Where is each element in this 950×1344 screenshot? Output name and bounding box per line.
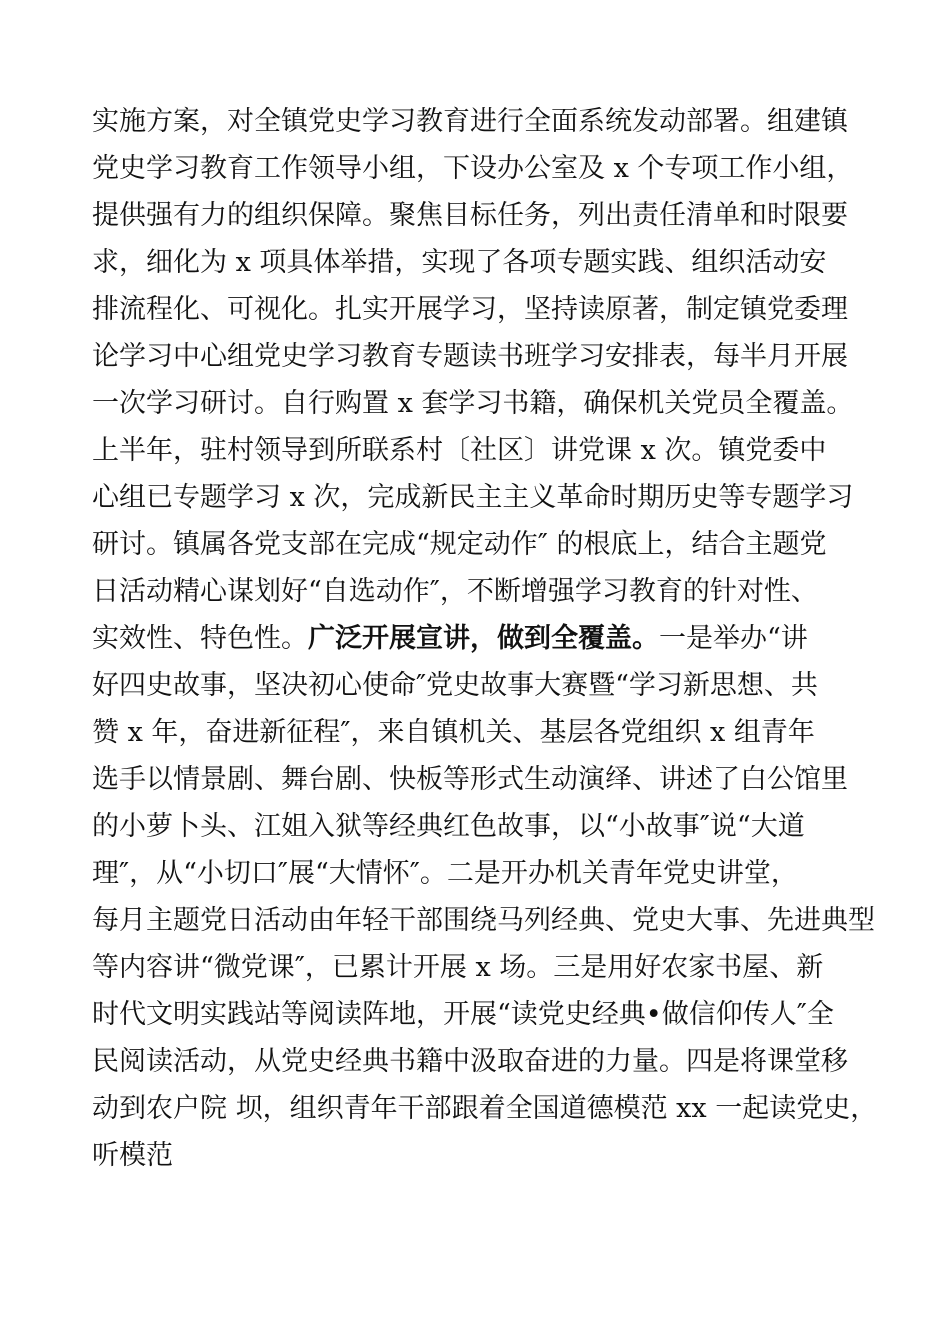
bold-heading: 广泛开展宣讲，做到全覆盖。 <box>308 623 659 654</box>
text-line-1: 实施方案，对全镇党史学习教育进行全面系统发动部署。组建镇 <box>92 106 848 137</box>
text-line-8: 上半年，驻村领导到所联系村〔社区〕讲党课 x 次。镇党委中 <box>92 435 827 466</box>
text-line-21: 民阅读活动，从党史经典书籍中汲取奋进的力量。四是将课堂移 <box>92 1046 848 1077</box>
text-line-11: 日活动精心谋划好“自选动作″，不断增强学习教育的针对性、 <box>92 576 818 607</box>
body-paragraph <box>92 98 892 1179</box>
text-line-5: 排流程化、可视化。扎实开展学习，坚持读原著，制定镇党委理 <box>92 294 848 325</box>
text-line-2: 党史学习教育工作领导小组，下设办公室及 x 个专项工作小组， <box>92 153 854 184</box>
text-line-12 <box>92 615 892 662</box>
text-line-19: 等内容讲“微党课″，已累计开展 x 场。三是用好农家书屋、新 <box>92 952 824 983</box>
text-line-9: 心组已专题学习 x 次，完成新民主主义革命时期历史等专题学习 <box>92 482 854 513</box>
text-line-18: 每月主题党日活动由年轻干部围绕马列经典、党史大事、先进典型 <box>92 905 875 936</box>
text-line-6: 论学习中心组党史学习教育专题读书班学习安排表，每半月开展 <box>92 341 848 372</box>
text-line-16: 的小萝卜头、江姐入狱等经典红色故事，以“小故事″说“大道 <box>92 811 805 842</box>
text-line-22: 动到农户院 坝，组织青年干部跟着全国道德模范 xx 一起读党史， <box>92 1093 878 1124</box>
text-line-13: 好四史故事，坚决初心使命″党史故事大赛暨“学习新思想、共 <box>92 670 818 701</box>
text-line-17: 理″，从“小切口″展“大情怀″。二是开办机关青年党史讲堂， <box>92 858 798 889</box>
text-line-15: 选手以情景剧、舞台剧、快板等形式生动演绎、讲述了白公馆里 <box>92 764 848 795</box>
text-line-20: 时代文明实践站等阅读阵地，开展“读党史经典•做信仰传人″全 <box>92 999 834 1030</box>
text-line-14: 赞 x 年，奋进新征程″，来自镇机关、基层各党组织 x 组青年 <box>92 717 815 748</box>
text-line-12-end: 一是举办“讲 <box>659 623 808 654</box>
text-line-4: 求，细化为 x 项具体举措，实现了各项专题实践、组织活动安 <box>92 247 827 278</box>
text-line-3: 提供强有力的组织保障。聚焦目标任务，列出责任清单和时限要 <box>92 200 848 231</box>
text-line-12-start: 实效性、特色性。 <box>92 623 308 654</box>
text-line-10: 研讨。镇属各党支部在完成“规定动作″ 的根底上，结合主题党 <box>92 529 827 560</box>
text-line-7: 一次学习研讨。自行购置 x 套学习书籍，确保机关党员全覆盖。 <box>92 388 854 419</box>
text-line-23: 听模范 <box>92 1140 173 1171</box>
